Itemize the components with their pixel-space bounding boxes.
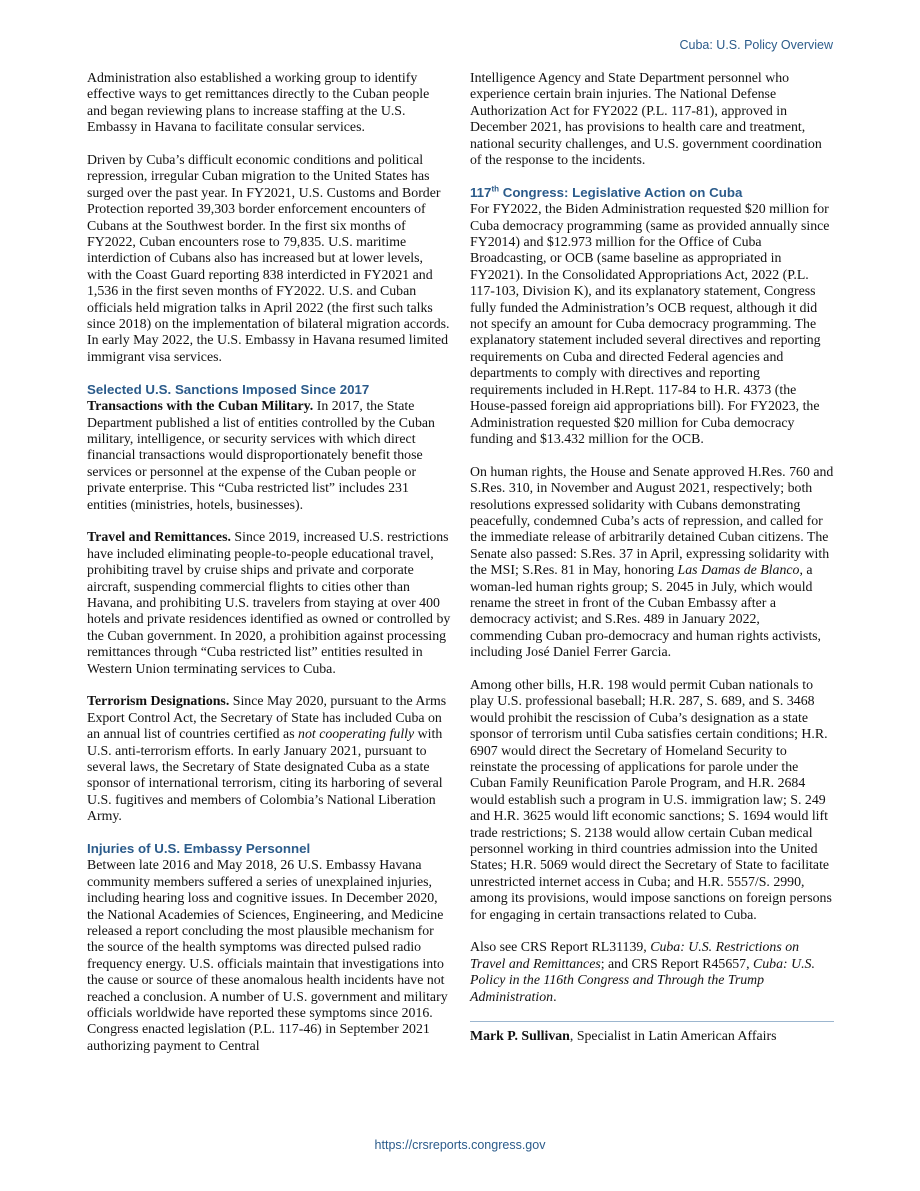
left-column	[87, 70, 451, 1071]
right-column	[470, 70, 834, 1045]
paragraph: For FY2022, the Biden Administration requested $20 million for Cuba democracy programming (same as provided annually since FY2014) and $12.973 million for the Office of Cuba Broadcasting, or OCB (same baseline as appropriated in FY2021). In the Consolidated Appropriations Act, 2022 (P.L. 117-103, Division K), and its explanatory statement, Congress fully funded the Administration’s OCB request, although it did not specify an amount for Cuba democracy programming. The explanatory statement included several directives and reporting requirements on Cuba and directed Federal agencies and departments to comply with directives and reporting requirements included in H.Rept. 117-84 to H.R. 4373 (the House-passed foreign aid appropriations bill). For FY2023, the Administration requested $20 million for Cuba democracy funding and $13.432 million for the OCB.	[470, 201, 830, 446]
section-heading: Injuries of U.S. Embassy Personnel	[87, 841, 311, 857]
report-title-link: Cuba: U.S. Policy in the 116th Congress and Through the Trump Administration	[470, 955, 815, 1004]
run-in-heading: Travel and Remittances.	[87, 529, 231, 545]
paragraph: Travel and Remittances. Since 2019, increased U.S. restrictions have included eliminating people-to-people educational travel, prohibiting travel by cruise ships and private and corporate aircraft, suspending commercial flights to cities other than Havana, and prohibiting U.S. travelers from staying at over 400 hotels and private residences identified as owned or controlled by the Cuban government. In 2020, a prohibition against processing remittances through “Cuba restricted list” entities resulted in Western Union terminating services to Cuba.	[87, 529, 451, 676]
section-heading: Selected U.S. Sanctions Imposed Since 2017	[87, 381, 370, 397]
paragraph: Administration also established a working group to identify effective ways to get remittances directly to the Cuban people and began reviewing plans to increase staffing at the U.S. Embassy in Havana to facilitate consular services.	[87, 70, 430, 135]
report-title-link: Cuba: U.S. Restrictions on Travel and Remittances	[470, 939, 800, 971]
paragraph: Driven by Cuba’s difficult economic conditions and political repression, irregular Cuban migration to the United States has surged over the past year. In FY2021, U.S. Customs and Border Protection reported 39,303 border enforcement encounters of Cubans at the Southwest border. In the first six months of FY2022, Cuban encounters rose to 79,835. U.S. maritime interdiction of Cubans also has increased but at lower levels, with the Coast Guard reporting 838 interdicted in FY2021 and 1,536 in the first seven months of FY2022. U.S. and Cuban officials held migration talks in April 2022 (the first such talks since 2018) on the implementation of bilateral migration accords. In early May 2022, the U.S. Embassy in Havana resumed limited immigrant visa services.	[87, 152, 450, 364]
running-header: Cuba: U.S. Policy Overview	[679, 38, 833, 52]
paragraph: Also see CRS Report RL31139, Cuba: U.S. Restrictions on Travel and Remittances; and CRS Report R45657, Cuba: U.S. Policy in the 116th Congress and Through the Trump Administration.	[470, 939, 815, 1004]
section-heading: 117th Congress: Legislative Action on Cuba	[470, 184, 743, 200]
paragraph: Transactions with the Cuban Military. In 2017, the State Department published a list of entities controlled by the Cuban military, intelligence, or security services with which direct financial transactions would disproportionately benefit those services or personnel at the expense of the Cuban people or private enterprise. This “Cuba restricted list” includes 231 entities (ministries, hotels, businesses).	[87, 398, 435, 512]
run-in-heading: Transactions with the Cuban Military.	[87, 398, 314, 414]
divider	[470, 1021, 834, 1022]
paragraph: Terrorism Designations. Since May 2020, pursuant to the Arms Export Control Act, the Secretary of State has included Cuba on an annual list of countries certified as not cooperating fully with U.S. anti-terrorism efforts. In early January 2021, pursuant to several laws, the Secretary of State designated Cuba as a state sponsor of international terrorism, citing its harboring of several U.S. fugitives and members of Colombia’s National Liberation Army.	[87, 693, 447, 824]
paragraph: Among other bills, H.R. 198 would permit Cuban nationals to play U.S. professional baseball; H.R. 287, S. 689, and S. 3468 would prohibit the rescission of Cuba’s designation as a state sponsor of terrorism until Cuba satisfies certain conditions; H.R. 6907 would direct the Secretary of Homeland Security to reinstate the processing of applications for parole under the Cuban Family Reunification Parole Program, and H.R. 2684 would establish such a program in U.S. immigration law; S. 249 and H.R. 3625 would lift economic sanctions; S. 1694 would lift trade restrictions; S. 2138 would allow certain Cuban medical personnel working in third countries admission into the United States; H.R. 5069 would direct the Secretary of State to facilitate unrestricted internet access in Cuba; and H.R. 5557/S. 2990, among its provisions, would impose sanctions on foreign persons for engaging in certain transactions related to Cuba.	[470, 676, 832, 922]
paragraph: Between late 2016 and May 2018, 26 U.S. Embassy Havana community members suffered a series of unexplained injuries, including hearing loss and cognitive issues. In December 2020, the National Academies of Sciences, Engineering, and Medicine released a report concluding the most plausible mechanism for the source of the health symptoms was directed pulsed radio frequency energy. U.S. officials maintain that investigations into the cause or source of these anomalous health incidents have not reached a conclusion. A number of U.S. government and military officials worldwide have reported these symptoms since 2016. Congress enacted legislation (P.L. 117-46) in September 2021 authorizing payment to Central	[87, 857, 448, 1053]
run-in-heading: Terrorism Designations.	[87, 693, 230, 709]
paragraph: Intelligence Agency and State Department personnel who experience certain brain injuries. The National Defense Authorization Act for FY2022 (P.L. 117-81), approved in December 2021, has provisions to health care and treatment, national security challenges, and U.S. government coordination of the response to the incidents.	[470, 70, 822, 168]
author-line: Mark P. Sullivan, Specialist in Latin American Affairs	[470, 1028, 777, 1044]
footer-url-link[interactable]: https://crsreports.congress.gov	[374, 1138, 546, 1152]
paragraph: On human rights, the House and Senate approved H.Res. 760 and S.Res. 310, in November and August 2021, respectively; both resolutions expressed solidarity with Cubans demonstrating peacefully, condemned Cuba’s acts of repression, and called for the immediate release of arbitrarily detained Cuban citizens. The Senate also passed: S.Res. 37 in April, expressing solidarity with the MSI; S.Res. 81 in May, honoring Las Damas de Blanco, a woman-led human rights group; S. 2045 in July, which would rename the street in front of the Cuban Embassy after a democracy activist; and S.Res. 489 in January 2022, commending Cuban pro-democracy and human rights activists, including José Daniel Ferrer Garcia.	[470, 463, 834, 660]
